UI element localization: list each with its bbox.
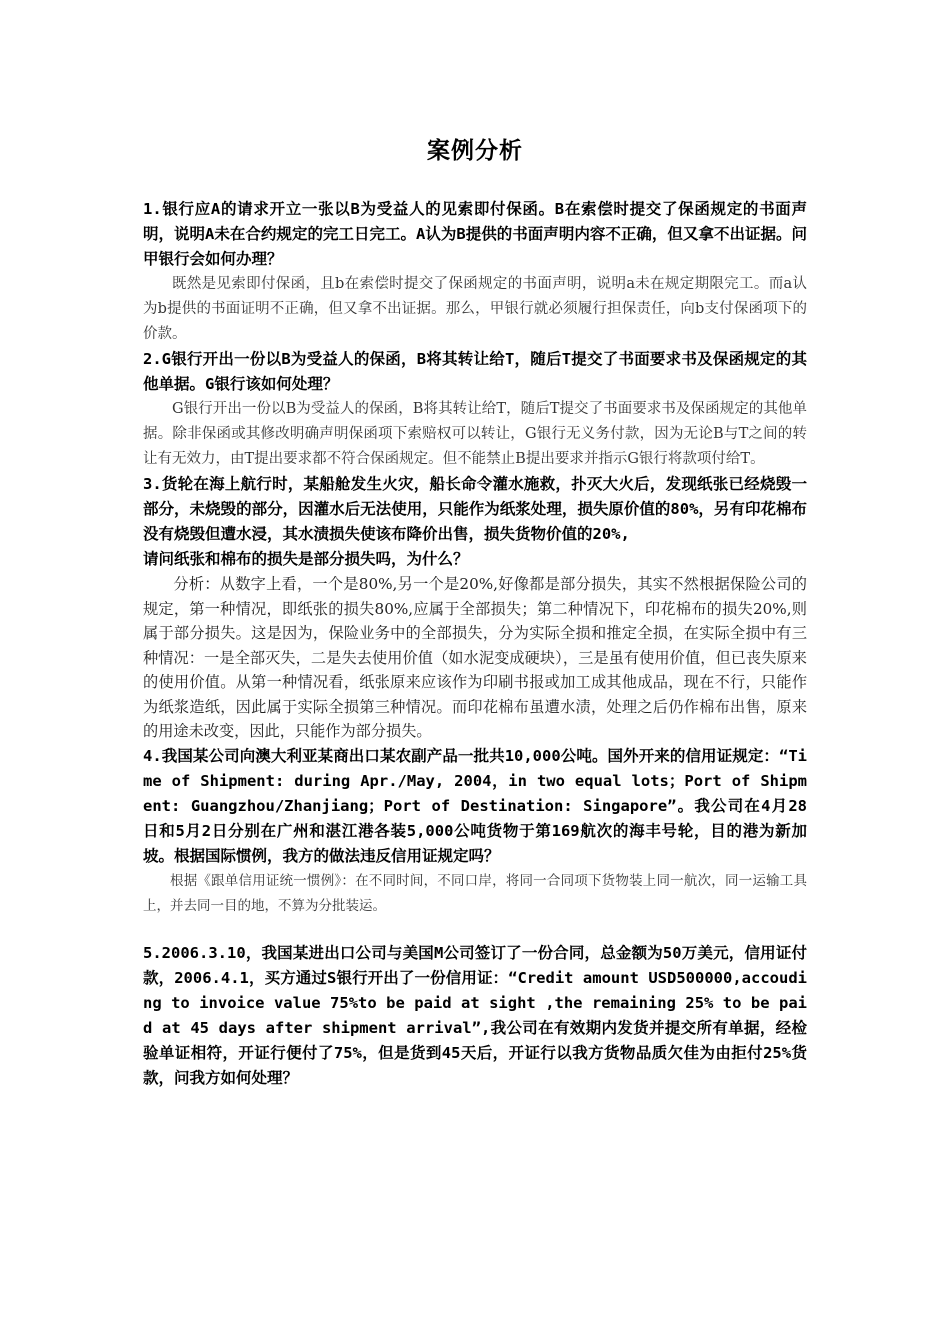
- page-title: 案例分析: [427, 137, 523, 164]
- case-2-answer: G银行开出一份以B为受益人的保函，B将其转让给T，随后T提交了书面要求书及保函规定的其他单据。除非保函或其修改明确声明保函项下索赔权可以转让，G银行无义务付款，因为无论B与T之间的转让有无效力，由T提出要求都不符合保函规定。但不能禁止B提出要求并指示G银行将款项付给T。: [143, 401, 807, 467]
- case-3-answer: 分析：从数字上看，一个是80%,另一个是20%,好像都是部分损失，其实不然根据保险公司的规定，第一种情况，即纸张的损失80%,应属于全部损失；第二种情况下，印花棉布的损失20%,则属于部分损失。这是因为，保险业务中的全部损失，分为实际全损和推定全损，在实际全损中有三种情况：一是全部灭失，二是失去使用价值（如水泥变成硬块），三是虽有使用价值，但已丧失原来的使用价值。从第一种情况看，纸张原来应该作为印刷书报或加工成其他成品，现在不行，只能作为纸浆造纸，因此属于实际全损第三种情况。而印花棉布虽遭水渍，处理之后仍作棉布出售，原来的用途未改变，因此，只能作为部分损失。: [143, 575, 807, 740]
- case-4-question: 4.我国某公司向澳大利亚某商出口某农副产品一批共10,000公吨。国外开来的信用证规定：“Time of Shipment: during Apr./May, 2004，in two equal lots；Port of Shipment: Guangzhou/Zhanjiang；Port of Destination: Singapore”。我公司在4月28日和5月2日分别在广州和湛江港各装5,000公吨货物于第169航次的海丰号轮，目的港为新加坡。根据国际惯例，我方的做法违反信用证规定吗？: [143, 746, 807, 865]
- case-4-answer: 根据《跟单信用证统一惯例》：在不同时间，不同口岸，将同一合同项下货物装上同一航次，同一运输工具上，并去同一目的地，不算为分批装运。: [143, 872, 807, 914]
- case-3-question: 3.货轮在海上航行时，某船舱发生火灾，船长命令灌水施救，扑灭大火后，发现纸张已经烧毁一部分，未烧毁的部分，因灌水后无法使用，只能作为纸浆处理，损失原价值的80%，另有印花棉布没有烧毁但遭水浸，其水渍损失使该布降价出售，损失货物价值的20%,: [143, 475, 807, 543]
- case-3-question-followup: 请问纸张和棉布的损失是部分损失吗，为什么？: [143, 550, 469, 568]
- case-2-question: 2.G银行开出一份以B为受益人的保函，B将其转让给T，随后T提交了书面要求书及保函规定的其他单据。G银行该如何处理？: [143, 350, 807, 393]
- case-1-question: 1.银行应A的请求开立一张以B为受益人的见索即付保函。B在索偿时提交了保函规定的书面声明，说明A未在合约规定的完工日完工。A认为B提供的书面声明内容不正确，但又拿不出证据。问甲银行会如何办理？: [143, 200, 807, 268]
- paragraph-gap: [143, 919, 807, 941]
- case-5-question: 5.2006.3.10，我国某进出口公司与美国M公司签订了一份合同，总金额为50万美元，信用证付款，2006.4.1，买方通过S银行开出了一份信用证：“Credit amount USD500000,accouding to invoice value 75%to be paid at sight ,the remaining 25% to be paid at 45 days after shipment arrival”,我公司在有效期内发货并提交所有单据，经检验单证相符，开证行便付了75%，但是货到45天后，开证行以我方货物品质欠佳为由拒付25%货款，问我方如何处理？: [143, 943, 807, 1087]
- case-1-answer: 既然是见索即付保函，且b在索偿时提交了保函规定的书面声明，说明a未在规定期限完工。而a认为b提供的书面证明不正确，但又拿不出证据。那么，甲银行就必须履行担保责任，向b支付保函项下的价款。: [143, 276, 807, 342]
- document-body: [143, 197, 807, 1091]
